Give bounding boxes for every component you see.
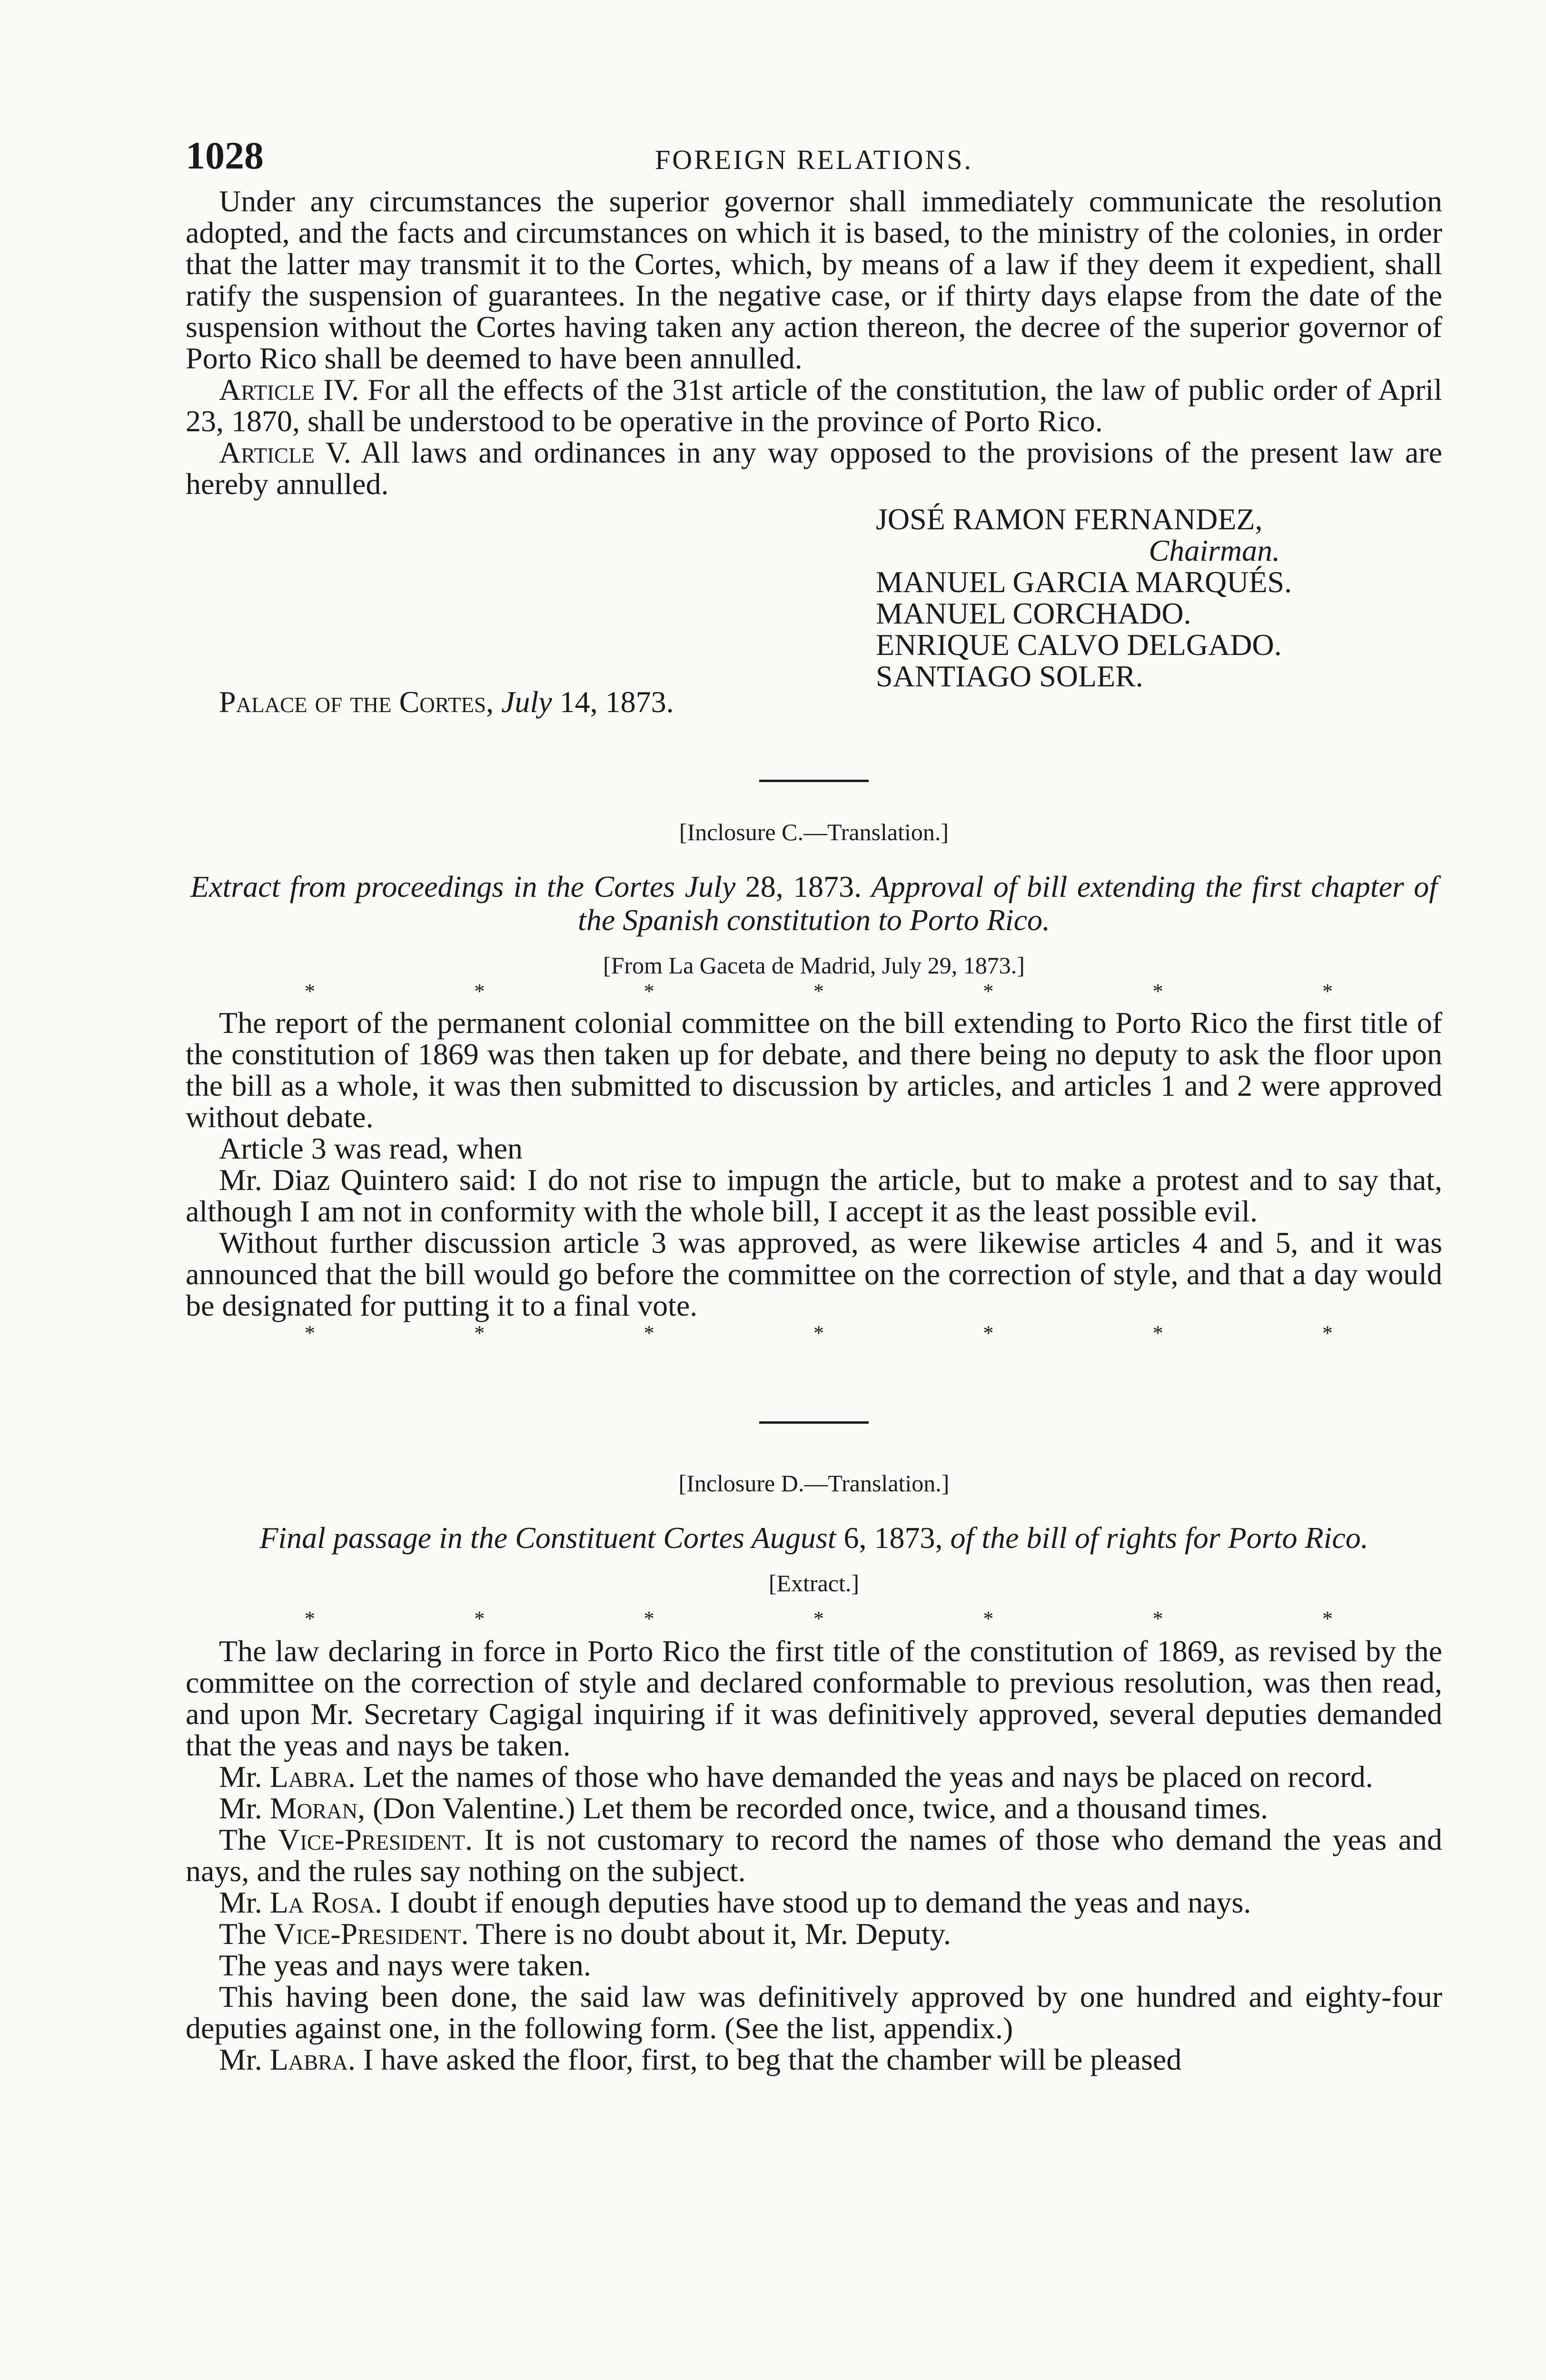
signature-name: MANUEL GARCIA MARQUÉS. <box>876 565 1292 599</box>
speech-labra-2: Mr. Labra. I have asked the floor, first, to beg that the chamber will be pleased <box>219 2043 1182 2076</box>
speaker-name: Labra <box>269 1760 348 1794</box>
ellipsis-stars: * * * * * * * <box>305 1321 1333 1345</box>
inclosure-c-paragraph: Mr. Diaz Quintero said: I do not rise to impugn the article, but to make a protest and to say that, although I am not in conformity with the whole bill, I accept it as the least possible evil. <box>186 1163 1442 1228</box>
place-day-year: 14, 1873. <box>552 685 674 719</box>
signature-names <box>876 504 1292 692</box>
document-page <box>186 133 1442 2075</box>
inclosure-d <box>186 1469 1442 2075</box>
place-label: Palace of the Cortes, <box>219 685 494 719</box>
signature-name: SANTIAGO SOLER. <box>876 659 1143 693</box>
inclosure-c-title-b: 28, 1873. <box>735 870 872 903</box>
inclosure-d-heading: [Inclosure D.—Translation.] <box>678 1470 950 1497</box>
signature-name: ENRIQUE CALVO DELGADO. <box>876 628 1282 662</box>
place-and-date <box>219 684 674 720</box>
section-divider <box>759 780 869 782</box>
ellipsis-stars: * * * * * * * <box>305 980 1333 1003</box>
signature-name: MANUEL CORCHADO. <box>876 596 1191 630</box>
signature-chairman: JOSÉ RAMON FERNANDEZ, <box>876 502 1263 536</box>
article-4-label: Article IV. <box>219 373 359 407</box>
inclosure-d-title-c: of the bill of rights for Porto Rico. <box>950 1521 1368 1555</box>
inclosure-c-heading: [Inclosure C.—Translation.] <box>679 819 949 845</box>
inclosure-c-paragraph: The report of the permanent colonial committee on the bill extending to Porto Rico the first title of the constitution of 1869 was then taken up for debate, and there being no deputy to ask the floor upon the bill as a whole, it was then submitted to discussion by articles, and articles 1 and 2 were approved without debate. <box>186 1006 1442 1134</box>
speaker-name: Labra <box>269 2043 348 2076</box>
inclosure-d-paragraph: The law declaring in force in Porto Rico the first title of the constitution of 1869, as revised by the committee on the correction of style and declared conformable to previous resolution, was then read, and upon Mr. Secretary Cagigal inquiring if it was definitively approved, several deputies demanded that the yeas and nays be taken. <box>186 1634 1442 1762</box>
signature-block <box>186 504 1442 732</box>
article-5-label: Article V. <box>219 436 351 469</box>
inclosure-d-title-b: 6, 1873, <box>836 1521 951 1555</box>
ellipsis-stars: * * * * * * * <box>305 1607 1333 1630</box>
inclosure-c-title-c: Approval of bill extending the first chapter of the Spanish constitution to Porto Rico. <box>578 870 1438 937</box>
paragraph-article-4 <box>186 374 1442 437</box>
paragraph-governor: Under any circumstances the superior governor shall immediately communicate the resolution adopted, and the facts and circumstances on which it is based, to the ministry of the colonies, in order that the latter may transmit it to the Cortes, which, by means of a law if they deem it expedient, shall ratify the suspension of guarantees. In the negative case, or if thirty days elapse from the date of the suspension without the Cortes having taken any action thereon, the decree of the superior governor of Porto Rico shall be deemed to have been annulled. <box>186 184 1442 375</box>
signature-role: Chairman. <box>1149 534 1280 567</box>
inclosure-d-title <box>186 1521 1442 1555</box>
running-head: FOREIGN RELATIONS. <box>654 144 973 175</box>
page-header <box>186 133 1442 186</box>
paragraph-article-5 <box>186 437 1442 500</box>
inclosure-c-source: [From La Gaceta de Madrid, July 29, 1873.] <box>603 952 1025 979</box>
speaker-name: Vice-President <box>274 1917 461 1951</box>
article-5-text: All laws and ordinances in any way opposed to the provisions of the present law are hereby annulled. <box>186 436 1443 501</box>
speech-la-rosa: Mr. La Rosa. I doubt if enough deputies have stood up to demand the yeas and nays. <box>219 1885 1251 1919</box>
inclosure-d-paragraph: The yeas and nays were taken. <box>219 1948 591 1982</box>
page-number: 1028 <box>186 134 264 177</box>
inclosure-d-paragraph: This having been done, the said law was definitively approved by one hundred and eighty-four deputies against one, in the following form. (See the list, appendix.) <box>186 1980 1442 2045</box>
speaker-name: Moran <box>269 1791 358 1825</box>
section-divider <box>759 1421 869 1424</box>
speech-moran: Mr. Moran, (Don Valentine.) Let them be recorded once, twice, and a thousand times. <box>219 1791 1268 1825</box>
speech-vice-president-2: The Vice-President. There is no doubt about it, Mr. Deputy. <box>219 1917 951 1951</box>
article-4-text: For all the effects of the 31st article of the constitution, the law of public order of April 23, 1870, shall be understood to be operative in the province of Porto Rico. <box>186 373 1442 438</box>
section-law-text <box>186 186 1442 732</box>
inclosure-d-extract: [Extract.] <box>768 1570 860 1597</box>
speech-labra-1: Mr. Labra. Let the names of those who have demanded the yeas and nays be placed on record. <box>219 1760 1373 1794</box>
speech-vice-president-1: The Vice-President. It is not customary to record the names of those who demand the yeas and nays, and the rules say nothing on the subject. <box>186 1823 1443 1888</box>
inclosure-c-paragraph: Without further discussion article 3 was approved, as were likewise articles 4 and 5, and it was announced that the bill would go before the committee on the correction of style, and that a day would be designated for putting it to a final vote. <box>186 1226 1442 1322</box>
inclosure-c-title <box>186 870 1442 937</box>
inclosure-d-title-a: Final passage in the Constituent Cortes August <box>259 1521 836 1555</box>
speaker-name: La Rosa <box>269 1885 375 1919</box>
speaker-name: Vice-President <box>277 1823 466 1856</box>
inclosure-c-paragraph: Article 3 was read, when <box>219 1131 523 1165</box>
inclosure-c <box>186 818 1442 1345</box>
inclosure-c-title-a: Extract from proceedings in the Cortes July <box>190 870 736 903</box>
place-month: July <box>501 685 552 719</box>
